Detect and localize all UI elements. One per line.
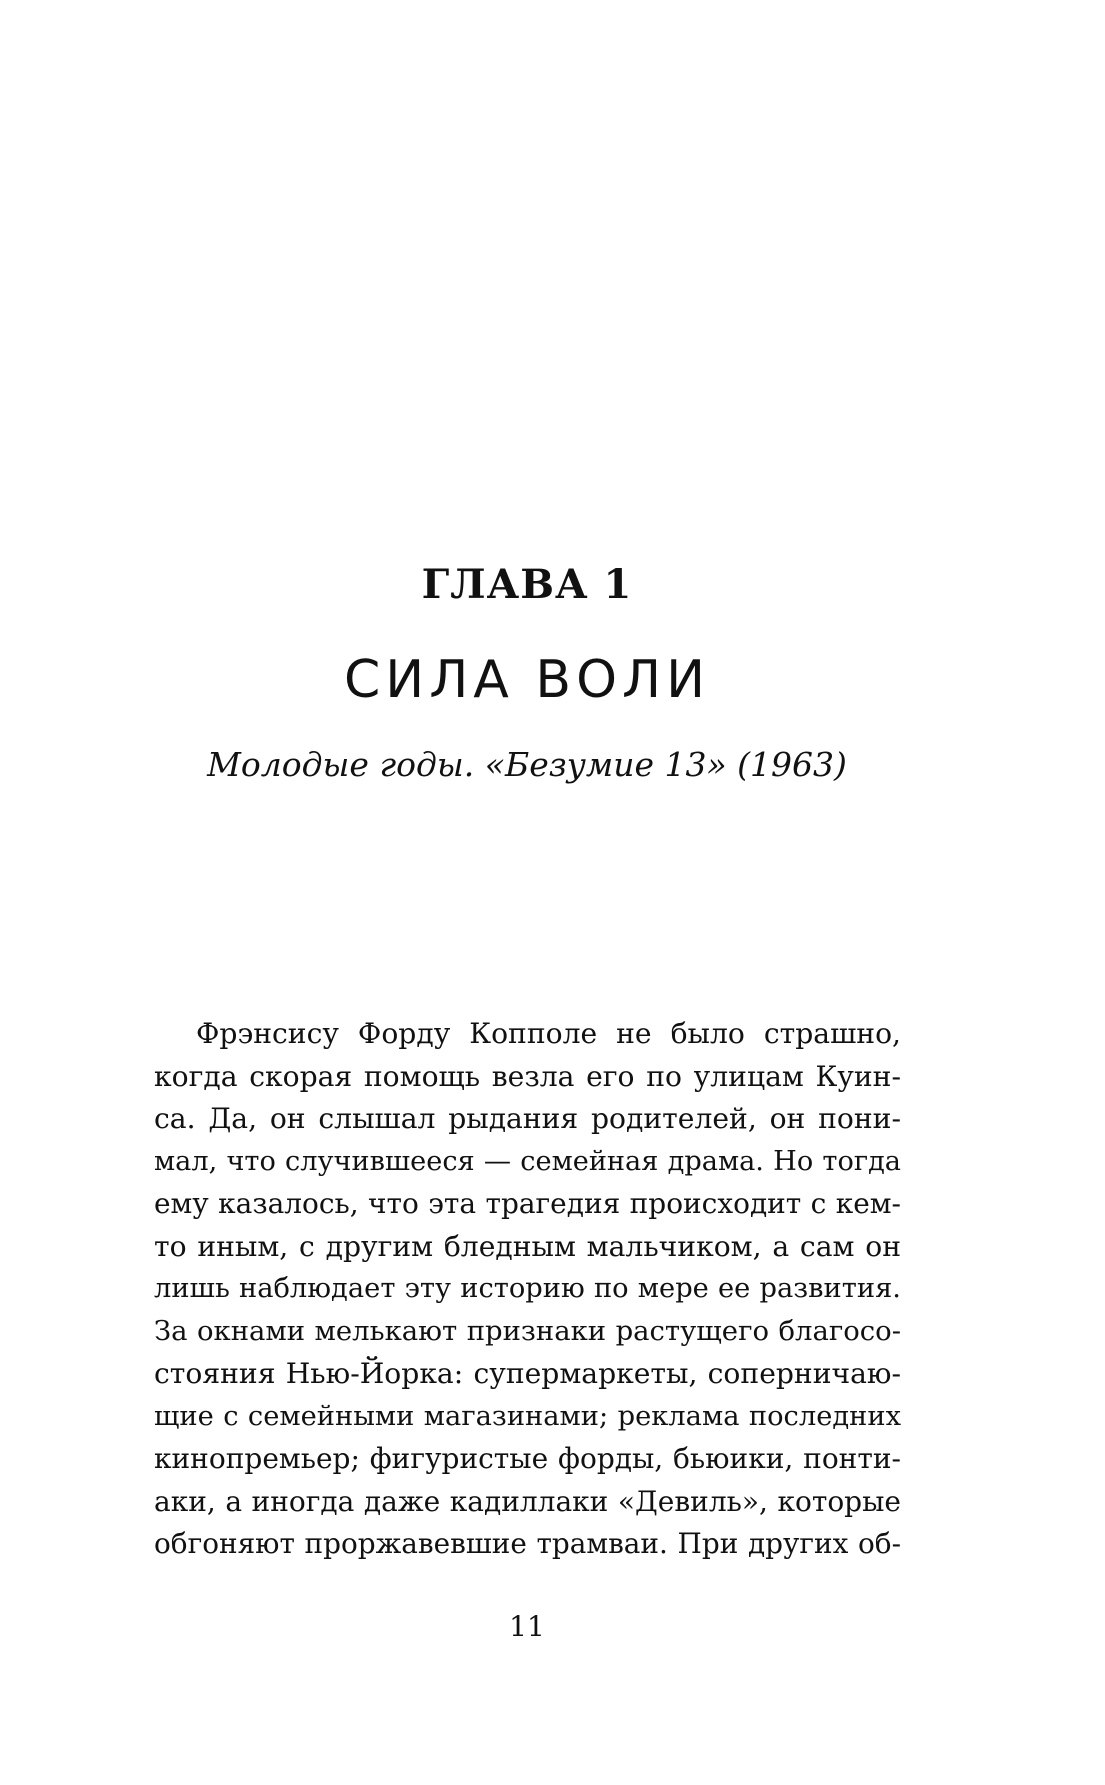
text-line: ему казалось, что эта трагедия происходит с кем- [154, 1187, 901, 1220]
text-line: За окнами мелькают признаки растущего благосо- [154, 1315, 901, 1347]
text-line: са. Да, он слышал рыдания родителей, он пони- [154, 1102, 901, 1135]
chapter-title: СИЛА ВОЛИ [343, 650, 710, 710]
text-line: обгоняют проржавевшие трамваи. При других об- [154, 1527, 901, 1560]
text-line: лишь наблюдает эту историю по мере ее развития. [154, 1273, 901, 1304]
text-line: то иным, с другим бледным мальчиком, а сам он [154, 1229, 901, 1263]
text-line: Фрэнсису Форду Копполе не было страшно, [196, 1017, 901, 1050]
text-line: когда скорая помощь везла его по улицам Куин- [154, 1059, 901, 1093]
text-line: стояния Нью-Йорка: супермаркеты, соперничаю- [154, 1357, 901, 1390]
chapter-label: ГЛАВА 1 [421, 561, 633, 608]
chapter-subtitle: Молодые годы. «Безумие 13» (1963) [207, 745, 847, 784]
body-paragraph [154, 1013, 901, 1566]
page-number: 11 [509, 1610, 545, 1643]
text-line: мал, что случившееся — семейная драма. Но тогда [154, 1145, 901, 1177]
text-line: щие с семейными магазинами; реклама последних [154, 1400, 901, 1432]
text-line: аки, а иногда даже кадиллаки «Девиль», которые [154, 1484, 901, 1518]
text-line: кинопремьер; фигуристые форды, бьюики, понти- [154, 1442, 901, 1475]
